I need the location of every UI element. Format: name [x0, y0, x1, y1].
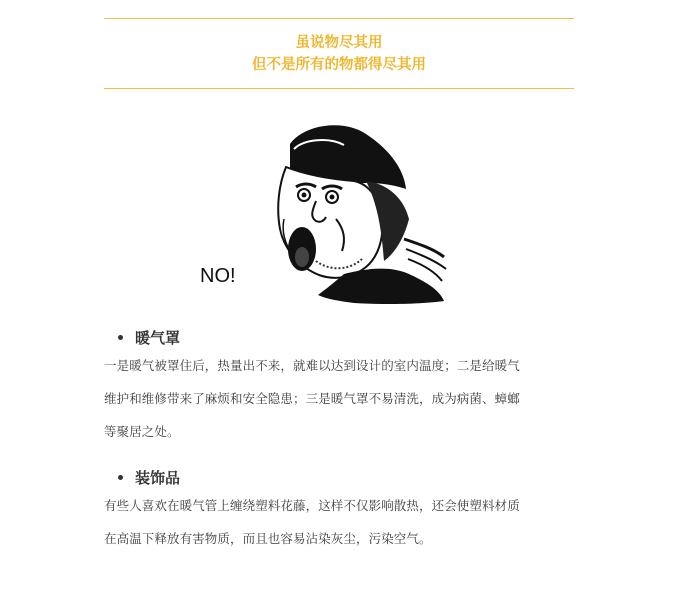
- article-content: [104, 0, 574, 555]
- bullet-icon: [118, 475, 123, 480]
- section-heading-decorations: [118, 465, 574, 489]
- bullet-icon: [118, 335, 123, 340]
- meme-image: [104, 89, 574, 319]
- screaming-man-illustration: [104, 89, 574, 319]
- paragraph-line: 维护和维修带来了麻烦和安全隐患；三是暖气罩不易清洗，成为病菌、蟑螂: [104, 391, 520, 406]
- paragraph-line: 一是暖气被罩住后，热量出不来，就难以达到设计的室内温度；二是给暖气: [104, 358, 520, 373]
- paragraph-line: 有些人喜欢在暖气管上缠绕塑料花藤，这样不仅影响散热，还会使塑料材质: [104, 498, 520, 513]
- section-title: 暖气罩: [135, 328, 181, 347]
- title-line-2: 但不是所有的物都得尽其用: [252, 57, 426, 73]
- section-heading-heater-cover: [118, 325, 574, 349]
- paragraph-line: 等聚居之处。: [104, 424, 180, 439]
- title-line-1: 虽说物尽其用: [295, 35, 383, 51]
- section-paragraph-heater-cover: [104, 349, 574, 448]
- meme-caption: NO!: [200, 265, 236, 287]
- paragraph-line: 在高温下释放有害物质，而且也容易沾染灰尘，污染空气。: [104, 531, 432, 546]
- section-title: 装饰品: [135, 468, 181, 487]
- section-paragraph-decorations: [104, 489, 574, 555]
- title-block: [104, 18, 574, 89]
